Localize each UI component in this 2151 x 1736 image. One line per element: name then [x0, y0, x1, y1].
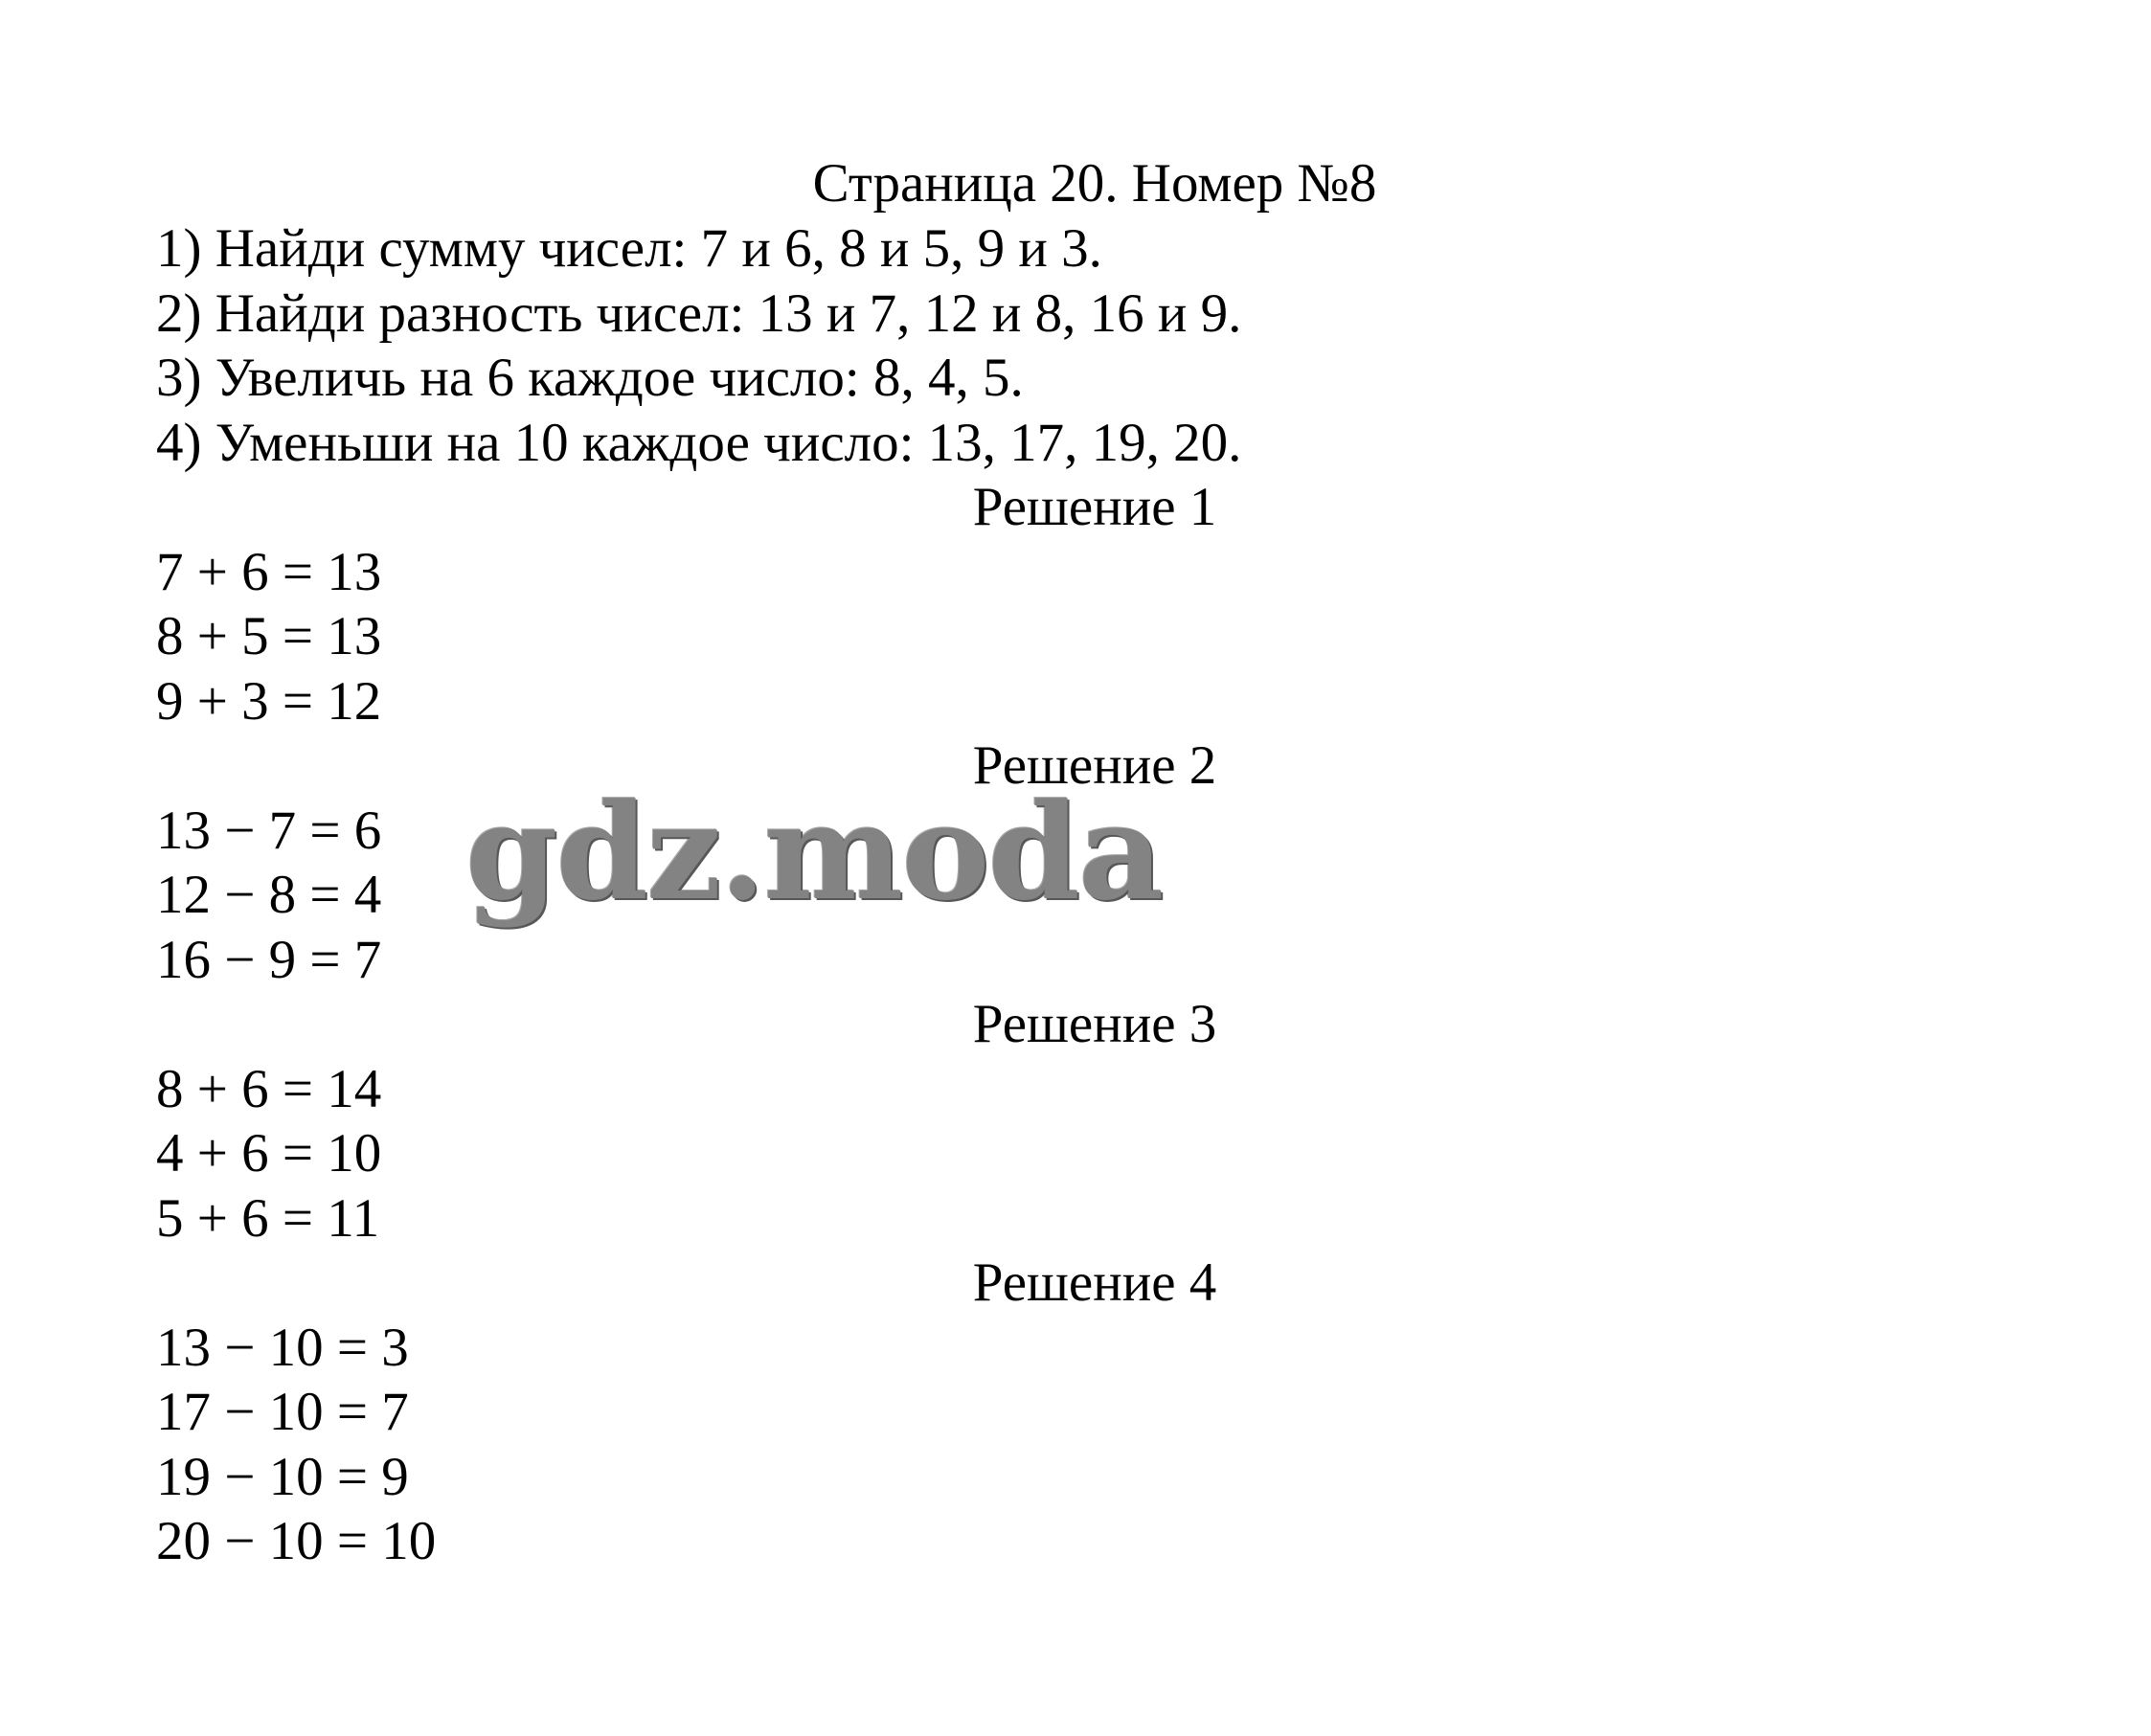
solution-lines [0, 540, 2151, 734]
equation-line: 13 − 7 = 6 [156, 800, 382, 861]
equation-line: 16 − 9 = 7 [156, 929, 382, 990]
page-title: Страница 20. Номер №8 [812, 153, 1377, 214]
equation-line: 13 − 10 = 3 [156, 1317, 409, 1378]
equation-line: 8 + 5 = 13 [156, 606, 382, 666]
equation-line: 20 − 10 = 10 [156, 1511, 437, 1571]
task-item: 2) Найди разность чисел: 13 и 7, 12 и 8, 16 и 9. [156, 282, 1242, 344]
solution-heading: Решение 4 [972, 1252, 1217, 1313]
equation-line: 8 + 6 = 14 [156, 1058, 382, 1119]
equation-line: 19 − 10 = 9 [156, 1446, 409, 1507]
solution-heading: Решение 3 [972, 994, 1217, 1054]
solution-block-4 [0, 1251, 2151, 1574]
task-item: 1) Найди сумму чисел: 7 и 6, 8 и 5, 9 и 3. [156, 218, 1102, 279]
solution-lines [0, 1316, 2151, 1574]
solution-block-3 [0, 992, 2151, 1251]
equation-line: 12 − 8 = 4 [156, 865, 382, 925]
equation-line: 17 − 10 = 7 [156, 1382, 409, 1442]
equation-line: 5 + 6 = 11 [156, 1187, 380, 1249]
task-item: 4) Уменьши на 10 каждое число: 13, 17, 19, 20. [156, 412, 1242, 473]
solution-lines [0, 1057, 2151, 1251]
task-list [156, 216, 1241, 475]
watermark-logo: gdz.moda [465, 774, 1163, 930]
solution-heading: Решение 2 [972, 735, 1217, 796]
solution-block-1 [0, 475, 2151, 733]
equation-line: 9 + 3 = 12 [156, 670, 382, 732]
equation-line: 4 + 6 = 10 [156, 1123, 382, 1184]
equation-line: 7 + 6 = 13 [156, 541, 382, 602]
solution-heading: Решение 1 [972, 477, 1217, 537]
task-item: 3) Увеличь на 6 каждое число: 8, 4, 5. [156, 348, 1024, 408]
